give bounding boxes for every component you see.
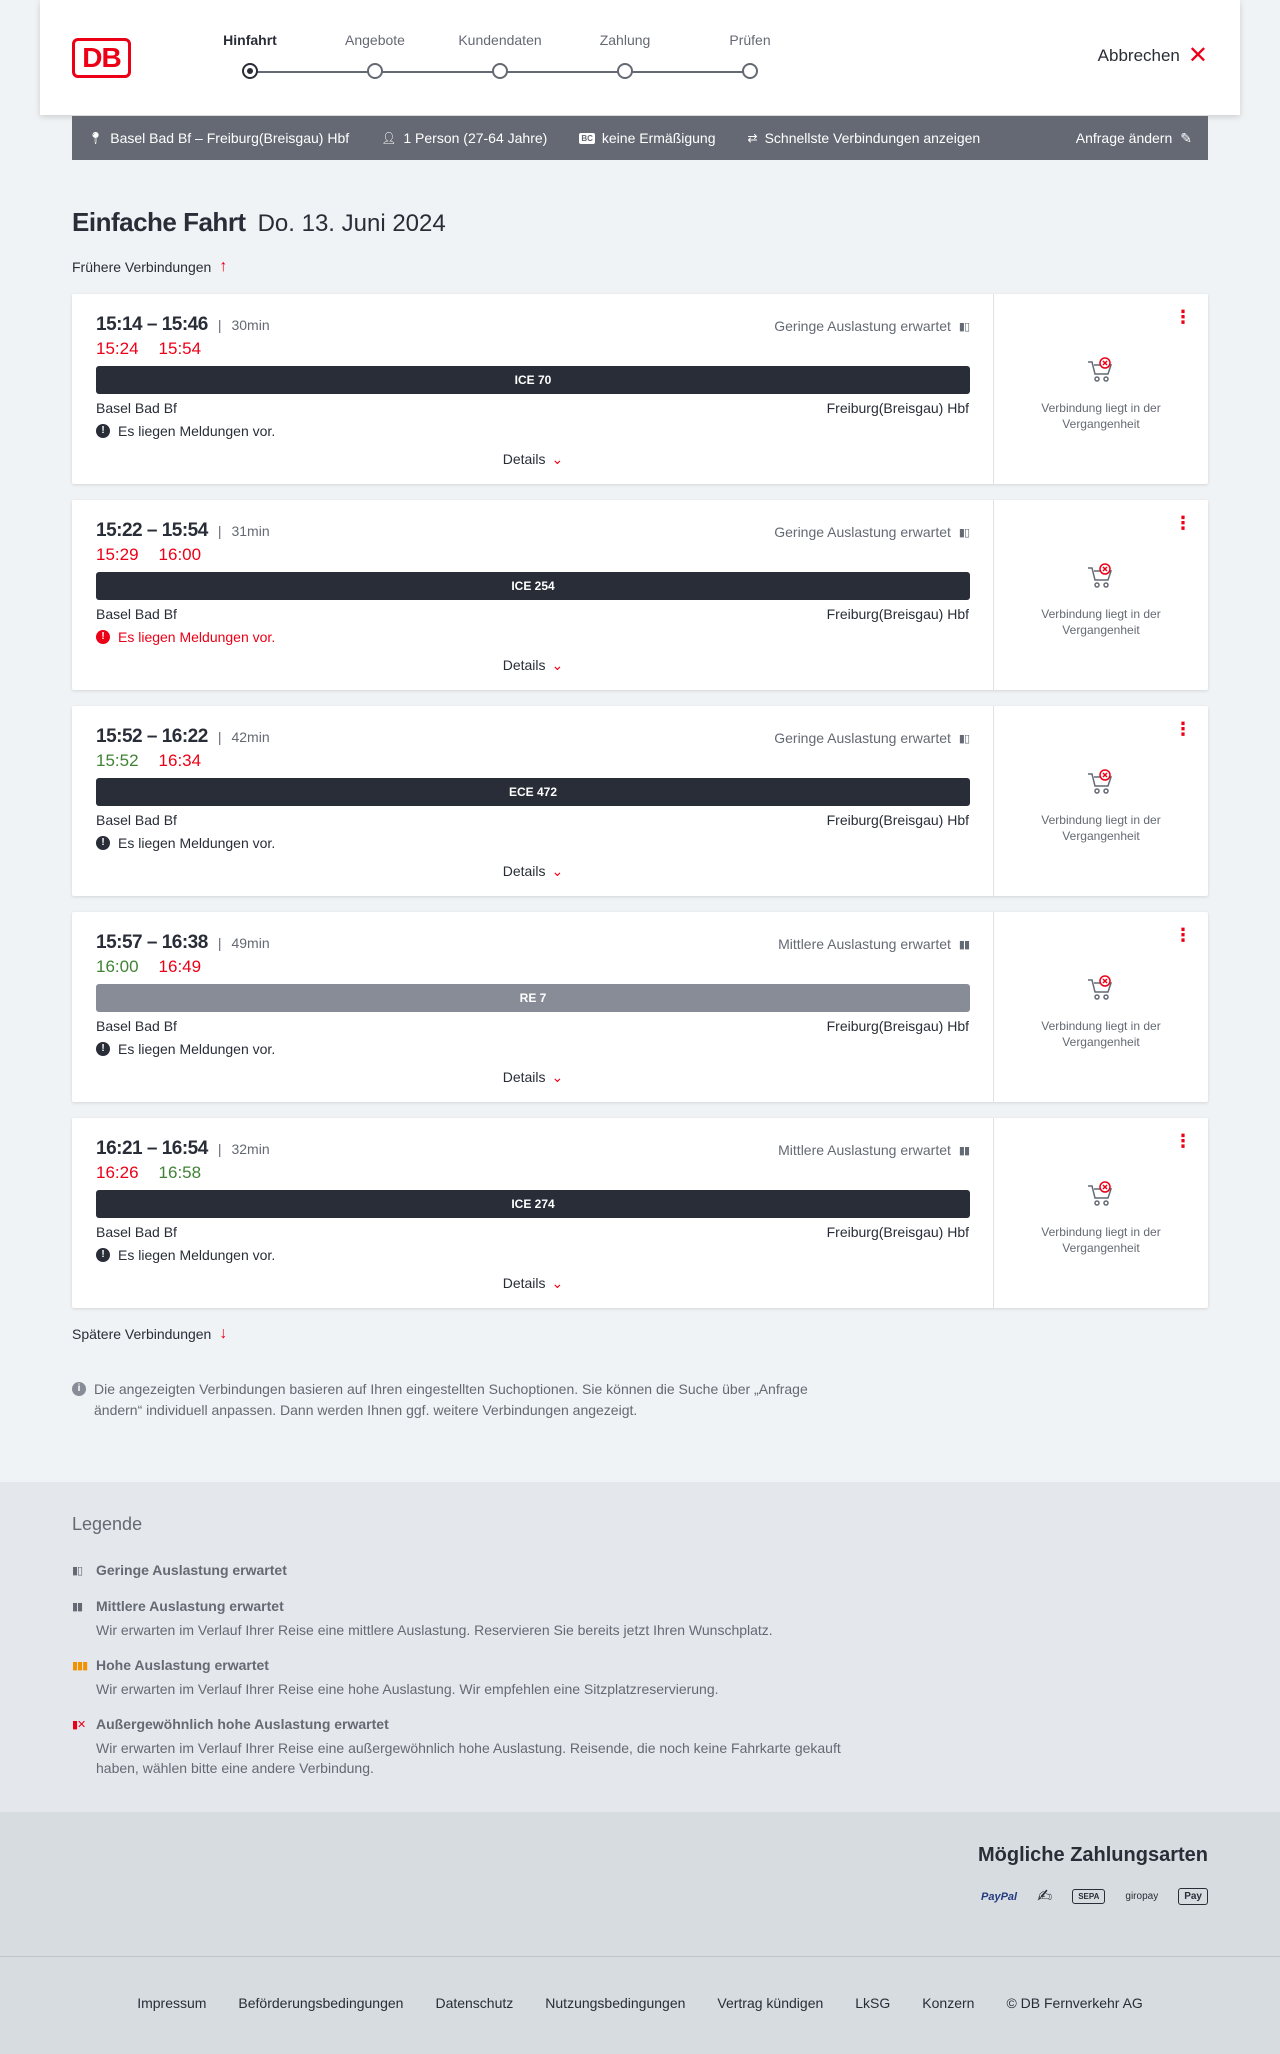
message-text: Es liegen Meldungen vor. (118, 1247, 276, 1263)
chevron-down-icon: ⌄ (551, 451, 564, 467)
past-connection-note: Verbindung liegt in der Vergangenheit (1041, 401, 1161, 431)
discount-summary (579, 130, 715, 146)
connection-main[interactable] (72, 912, 994, 1102)
legend-item-very-high (72, 1716, 872, 1778)
occupancy-icon: ▮▮ (958, 938, 969, 951)
close-icon: ✕ (1187, 42, 1208, 69)
arrival-station: Freiburg(Breisgau) Hbf (826, 1224, 969, 1240)
legend-item-desc: Wir erwarten im Verlauf Ihrer Reise eine außergewöhnlich hohe Auslastung. Reisende, die noch keine Fahrkarte gekauft haben, wählen bitte eine andere Verbindung. (96, 1740, 841, 1776)
scheduled-times (96, 932, 270, 954)
chevron-down-icon: ⌄ (551, 863, 564, 879)
separator: | (217, 729, 222, 745)
more-options-icon[interactable]: ⋮ (1174, 719, 1192, 739)
earlier-label: Frühere Verbindungen (72, 259, 212, 275)
search-summary-bar (72, 116, 1208, 160)
route-text: Basel Bad Bf – Freiburg(Breisgau) Hbf (110, 130, 350, 146)
later-label: Spätere Verbindungen (72, 1326, 212, 1342)
chevron-down-icon: ⌄ (551, 1069, 564, 1085)
route-summary (88, 130, 349, 146)
more-options-icon[interactable]: ⋮ (1174, 925, 1192, 945)
header (40, 0, 1240, 115)
duration: 49min (231, 935, 270, 951)
location-pin-icon: 📍︎ (88, 131, 104, 145)
departure-arrival-times: 15:14 – 15:46 (96, 314, 208, 335)
occupancy-icon: ▮▯ (958, 526, 969, 539)
step-dot (242, 63, 258, 79)
occupancy-text: Mittlere Auslastung erwartet (778, 1142, 951, 1158)
connection-card (72, 912, 1208, 1102)
occupancy-info (774, 730, 969, 746)
departure-station: Basel Bad Bf (96, 606, 177, 622)
legend-item-low (72, 1562, 872, 1578)
message-notice (96, 423, 275, 439)
train-bar[interactable]: RE 7 (96, 984, 970, 1012)
occupancy-medium-icon: ▮▮ (72, 1600, 83, 1613)
occupancy-info (778, 1142, 969, 1158)
info-note (72, 1379, 852, 1421)
scheduled-times (96, 314, 270, 336)
details-toggle[interactable] (72, 451, 994, 468)
step-dot (367, 63, 383, 79)
details-label: Details (502, 657, 546, 673)
train-bar[interactable]: ECE 472 (96, 778, 970, 806)
realtime-departure: 16:26 (96, 1163, 139, 1182)
realtime-arrival: 16:49 (158, 957, 202, 976)
realtime-times (96, 957, 201, 977)
details-toggle[interactable] (72, 657, 994, 674)
cart-unavailable-icon (1086, 562, 1116, 590)
exclamation-icon: ! (96, 1248, 110, 1262)
info-icon: i (72, 1382, 86, 1396)
legend (0, 1482, 1280, 1812)
legend-item-title: Außergewöhnlich hohe Auslastung erwartet (96, 1716, 389, 1732)
realtime-arrival: 16:00 (158, 545, 202, 564)
realtime-times (96, 751, 201, 771)
details-toggle[interactable] (72, 1275, 994, 1292)
occupancy-text: Geringe Auslastung erwartet (774, 318, 951, 334)
scheduled-times (96, 726, 270, 748)
footer-copyright: © DB Fernverkehr AG (1006, 1995, 1143, 2011)
realtime-arrival: 15:54 (158, 339, 202, 358)
message-notice (96, 1247, 275, 1263)
step-dot (742, 63, 758, 79)
fastest-option (748, 130, 981, 146)
passenger-summary (381, 130, 547, 146)
scheduled-times (96, 1138, 270, 1160)
realtime-arrival: 16:58 (158, 1163, 202, 1182)
realtime-departure: 15:24 (96, 339, 139, 358)
connection-side (994, 294, 1208, 484)
payment-title: Mögliche Zahlungsarten (977, 1844, 1208, 1866)
message-notice (96, 629, 275, 645)
connection-card (72, 500, 1208, 690)
legend-item-desc: Wir erwarten im Verlauf Ihrer Reise eine hohe Auslastung. Wir empfehlen eine Sitzplatzreservierung. (96, 1681, 719, 1697)
cart-unavailable-icon (1086, 356, 1116, 384)
departure-station: Basel Bad Bf (96, 400, 177, 416)
realtime-arrival: 16:34 (158, 751, 202, 770)
connection-card (72, 1118, 1208, 1308)
step-kundendaten: Kundendaten (440, 32, 560, 48)
details-label: Details (502, 1069, 546, 1085)
passenger-text: 1 Person (27-64 Jahre) (403, 130, 548, 146)
step-hinfahrt: Hinfahrt (190, 32, 310, 48)
db-logo[interactable]: DB (72, 38, 131, 78)
chevron-down-icon: ⌄ (551, 1275, 564, 1291)
details-toggle[interactable] (72, 1069, 994, 1086)
duration: 31min (231, 523, 270, 539)
scheduled-times (96, 520, 270, 542)
exclamation-icon: ! (96, 424, 110, 438)
train-bar[interactable]: ICE 70 (96, 366, 970, 394)
departure-station: Basel Bad Bf (96, 1018, 177, 1034)
trip-type: Einfache Fahrt (72, 207, 246, 237)
arrival-station: Freiburg(Breisgau) Hbf (826, 400, 969, 416)
connection-side (994, 500, 1208, 690)
duration: 30min (231, 317, 270, 333)
occupancy-icon: ▮▯ (958, 320, 969, 333)
legend-item-title: Hohe Auslastung erwartet (96, 1657, 269, 1673)
details-label: Details (502, 1275, 546, 1291)
duration: 42min (231, 729, 270, 745)
occupancy-very-high-icon: ▮✕ (72, 1718, 86, 1731)
progress-steps (170, 32, 810, 92)
connection-main[interactable] (72, 1118, 994, 1308)
message-notice (96, 835, 275, 851)
step-dot (617, 63, 633, 79)
change-request-button[interactable] (1076, 130, 1192, 147)
more-options-icon[interactable]: ⋮ (1174, 1131, 1192, 1151)
message-text: Es liegen Meldungen vor. (118, 629, 276, 645)
realtime-departure: 15:52 (96, 751, 139, 770)
exclamation-icon: ! (96, 1042, 110, 1056)
earlier-connections-link[interactable] (72, 258, 227, 276)
creditcard-hand-icon: ✍ (1037, 1886, 1053, 1906)
occupancy-icon: ▮▮ (958, 1144, 969, 1157)
duration: 32min (231, 1141, 270, 1157)
arrival-station: Freiburg(Breisgau) Hbf (826, 606, 969, 622)
later-connections-link[interactable] (72, 1325, 227, 1343)
cart-unavailable-icon (1086, 1180, 1116, 1208)
footer-links (0, 1995, 1280, 2011)
arrow-up-icon: ↑ (219, 258, 228, 275)
connection-side (994, 912, 1208, 1102)
step-dot (492, 63, 508, 79)
realtime-departure: 15:29 (96, 545, 139, 564)
departure-arrival-times: 15:57 – 16:38 (96, 932, 208, 953)
paypal-icon: PayPal (981, 1890, 1018, 1903)
occupancy-high-icon: ▮▮▮ (72, 1659, 88, 1672)
footer-link-nutzungsbedingungen[interactable]: Nutzungsbedingungen (545, 1995, 686, 2011)
footer-link-konzern[interactable]: Konzern (922, 1995, 975, 2011)
realtime-times (96, 1163, 201, 1183)
past-connection-note: Verbindung liegt in der Vergangenheit (1041, 607, 1161, 637)
giropay-icon: giropay (1125, 1891, 1159, 1902)
payment-icons (981, 1886, 1208, 1907)
departure-arrival-times: 15:52 – 16:22 (96, 726, 208, 747)
departure-station: Basel Bad Bf (96, 1224, 177, 1240)
realtime-times (96, 545, 201, 565)
legend-item-desc: Wir erwarten im Verlauf Ihrer Reise eine mittlere Auslastung. Reservieren Sie bereits jetzt Ihren Wunschplatz. (96, 1622, 773, 1638)
abort-label: Abbrechen (1097, 46, 1180, 65)
cart-unavailable-icon (1086, 974, 1116, 1002)
more-options-icon[interactable]: ⋮ (1174, 513, 1192, 533)
step-angebote: Angebote (315, 32, 435, 48)
footer-link-lksg[interactable]: LkSG (855, 1995, 891, 2011)
past-connection-note: Verbindung liegt in der Vergangenheit (1041, 813, 1161, 843)
fastest-text: Schnellste Verbindungen anzeigen (764, 130, 981, 146)
sepa-icon: SEPA (1072, 1889, 1105, 1904)
message-text: Es liegen Meldungen vor. (118, 423, 276, 439)
legend-title: Legende (72, 1514, 143, 1534)
footer-link-datenschutz[interactable]: Datenschutz (435, 1995, 514, 2011)
legend-item-title: Geringe Auslastung erwartet (96, 1562, 287, 1578)
cart-unavailable-icon (1086, 768, 1116, 796)
discount-text: keine Ermäßigung (601, 130, 716, 146)
occupancy-text: Geringe Auslastung erwartet (774, 730, 951, 746)
message-notice (96, 1041, 275, 1057)
separator: | (217, 523, 222, 539)
swap-arrows-icon: ⇄ (747, 131, 758, 145)
connection-card (72, 294, 1208, 484)
footer (0, 1957, 1280, 2054)
legend-item-title: Mittlere Auslastung erwartet (96, 1598, 284, 1614)
trip-date: Do. 13. Juni 2024 (257, 210, 446, 237)
footer-link-befoerderungsbedingungen[interactable]: Beförderungsbedingungen (238, 1995, 404, 2011)
footer-link-vertrag-kuendigen[interactable]: Vertrag kündigen (717, 1995, 824, 2011)
realtime-times (96, 339, 201, 359)
separator: | (217, 1141, 222, 1157)
occupancy-icon: ▮▯ (958, 732, 969, 745)
departure-station: Basel Bad Bf (96, 812, 177, 828)
occupancy-info (774, 524, 969, 540)
connection-side (994, 706, 1208, 896)
train-bar[interactable]: ICE 254 (96, 572, 970, 600)
arrival-station: Freiburg(Breisgau) Hbf (826, 1018, 969, 1034)
past-connection-note: Verbindung liegt in der Vergangenheit (1041, 1225, 1161, 1255)
exclamation-icon: ! (96, 630, 110, 644)
departure-arrival-times: 16:21 – 16:54 (96, 1138, 208, 1159)
bahncard-icon: BC (581, 133, 593, 143)
more-options-icon[interactable]: ⋮ (1174, 307, 1192, 327)
separator: | (217, 935, 222, 951)
connection-main[interactable] (72, 294, 994, 484)
person-icon: 👤︎ (381, 131, 397, 145)
abort-button[interactable] (1097, 42, 1208, 69)
payment-methods (0, 1812, 1280, 1957)
chevron-down-icon: ⌄ (551, 657, 564, 673)
message-text: Es liegen Meldungen vor. (118, 835, 276, 851)
arrival-station: Freiburg(Breisgau) Hbf (826, 812, 969, 828)
details-label: Details (502, 863, 546, 879)
occupancy-info (774, 318, 969, 334)
legend-item-high (72, 1657, 872, 1699)
change-request-label: Anfrage ändern (1075, 130, 1173, 146)
connection-main[interactable] (72, 500, 994, 690)
details-label: Details (502, 451, 546, 467)
details-toggle[interactable] (72, 863, 994, 880)
train-bar[interactable]: ICE 274 (96, 1190, 970, 1218)
realtime-departure: 16:00 (96, 957, 139, 976)
message-text: Es liegen Meldungen vor. (118, 1041, 276, 1057)
departure-arrival-times: 15:22 – 15:54 (96, 520, 208, 541)
connection-main[interactable] (72, 706, 994, 896)
step-zahlung: Zahlung (565, 32, 685, 48)
footer-link-impressum[interactable]: Impressum (137, 1995, 207, 2011)
connection-card (72, 706, 1208, 896)
apple-pay-label: Pay (1184, 1891, 1202, 1902)
step-pruefen: Prüfen (690, 32, 810, 48)
occupancy-info (778, 936, 969, 952)
arrow-down-icon: ↓ (219, 1325, 228, 1342)
occupancy-low-icon: ▮▯ (72, 1564, 83, 1577)
occupancy-text: Mittlere Auslastung erwartet (778, 936, 951, 952)
past-connection-note: Verbindung liegt in der Vergangenheit (1041, 1019, 1161, 1049)
page-title (72, 207, 446, 238)
separator: | (217, 317, 222, 333)
info-text: Die angezeigten Verbindungen basieren auf Ihren eingestellten Suchoptionen. Sie können die Suche über „Anfrage ändern“ individuell anpassen. Dann werden Ihnen ggf. weitere Verbindungen angezeigt. (94, 1381, 808, 1418)
exclamation-icon: ! (96, 836, 110, 850)
occupancy-text: Geringe Auslastung erwartet (774, 524, 951, 540)
legend-item-medium (72, 1598, 872, 1640)
apple-pay-icon (1178, 1888, 1208, 1905)
pencil-icon: ✎ (1180, 129, 1192, 146)
connection-side (994, 1118, 1208, 1308)
